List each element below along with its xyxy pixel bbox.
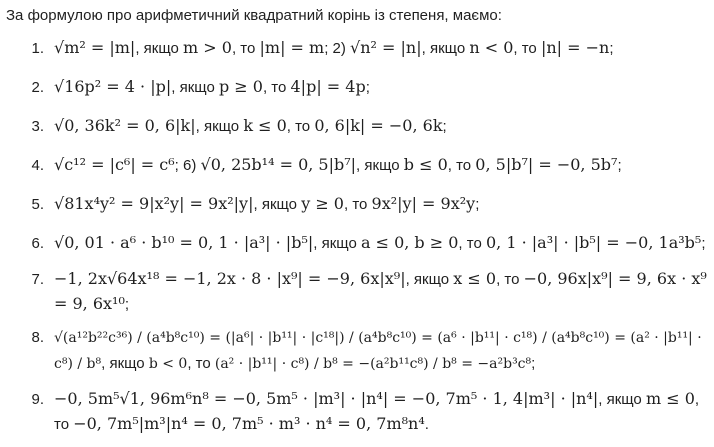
solution-item	[6, 33, 714, 64]
math-expression: 4|p| = 4p	[290, 77, 366, 96]
math-expression: (a² · |b¹¹| · c⁸) / b⁸ = −(a²b¹¹c⁸) / b⁸ = −a²b³c⁸	[214, 356, 532, 372]
item-number: 7.	[31, 271, 44, 288]
math-expression: m > 0	[183, 38, 232, 57]
math-expression: n < 0	[469, 38, 514, 57]
math-expression: √m² = |m|	[54, 38, 136, 57]
math-expression: a ≤ 0, b ≥ 0	[360, 233, 459, 252]
text-fragment: , якщо	[253, 196, 302, 213]
solution-item	[6, 189, 714, 220]
item-body	[54, 111, 714, 142]
math-expression: −0, 5m⁵√1, 96m⁶n⁸ = −0, 5m⁵ · |m³| · |n⁴| = −0, 7m⁵ · 1, 4|m³| · |n⁴|	[54, 389, 599, 408]
solution-item	[6, 111, 714, 142]
text-fragment: ;	[475, 196, 480, 213]
item-number: 8.	[31, 329, 44, 346]
solution-item	[6, 150, 714, 181]
item-body	[54, 189, 714, 220]
item-body	[54, 72, 714, 103]
text-fragment: ;	[365, 79, 370, 96]
item-number: 9.	[31, 391, 44, 408]
text-fragment: , якщо	[171, 79, 219, 96]
item-number: 2.	[31, 79, 44, 96]
text-fragment: ; 6)	[174, 157, 201, 174]
math-expression: y ≥ 0	[301, 194, 344, 213]
text-fragment: , то	[496, 271, 524, 288]
solution-item	[6, 72, 714, 103]
math-expression: √16p² = 4 · |p|	[54, 77, 172, 96]
item-number: 6.	[31, 235, 44, 252]
text-fragment: .	[424, 416, 429, 433]
text-fragment: , то	[54, 391, 700, 433]
solution-item	[6, 325, 714, 377]
text-fragment: , то	[447, 157, 476, 174]
math-expression: −0, 7m⁵|m³|n⁴ = 0, 7m⁵ · m³ · n⁴ = 0, 7m⁸n⁴	[73, 414, 425, 433]
text-fragment: , то	[231, 40, 260, 57]
math-expression: √81x⁴y² = 9|x²y| = 9x²|y|	[54, 194, 254, 213]
item-body	[54, 267, 714, 317]
item-body	[54, 150, 714, 181]
text-fragment: ;	[124, 296, 130, 313]
item-body	[54, 387, 714, 437]
solution-item	[6, 267, 714, 317]
math-expression: √n² = |n|	[350, 38, 422, 57]
item-body	[54, 228, 714, 259]
math-expression: m ≤ 0	[645, 389, 695, 408]
text-fragment: ;	[442, 118, 447, 135]
text-fragment: , то	[343, 196, 372, 213]
text-fragment: ;	[531, 355, 536, 372]
text-fragment: , якщо	[421, 40, 470, 57]
text-fragment: , то	[187, 355, 215, 372]
item-number: 3.	[31, 118, 44, 135]
text-fragment: , то	[458, 235, 486, 252]
solution-list	[6, 33, 714, 437]
math-expression: √0, 25b¹⁴ = 0, 5|b⁷|	[200, 155, 357, 174]
text-fragment: ;	[617, 157, 622, 174]
solution-item	[6, 228, 714, 259]
solution-item	[6, 387, 714, 437]
text-fragment: , якщо	[313, 235, 361, 252]
math-expression: √(a¹²b²²c³⁶) / (a⁴b⁸c¹⁰) = (|a⁶| · |b¹¹| · |c¹⁸|) / (a⁴b⁸c¹⁰) = (a⁶ · |b¹¹| · c¹⁸) / (a⁴b⁸c¹⁰) = (a² · |b¹¹| · c⁸) / b⁸	[54, 330, 707, 372]
math-expression: √c¹² = |c⁶| = c⁶	[54, 155, 175, 174]
text-fragment: , то	[513, 40, 541, 57]
math-expression: |n| = −n	[540, 38, 610, 57]
math-expression: 0, 6|k| = −0, 6k	[314, 116, 443, 135]
text-fragment: , якщо	[101, 355, 149, 372]
math-expression: −0, 96x|x⁹| = 9, 6x · x⁹ = 9, 6x¹⁰	[54, 269, 712, 313]
text-fragment: ;	[701, 235, 706, 252]
math-expression: b ≤ 0	[403, 155, 448, 174]
math-expression: p ≥ 0	[218, 77, 263, 96]
text-fragment: , якщо	[405, 271, 454, 288]
math-expression: b < 0	[148, 356, 188, 372]
text-fragment: , то	[286, 118, 315, 135]
math-expression: 9x²|y| = 9x²y	[371, 194, 476, 213]
text-fragment: , то	[262, 79, 291, 96]
math-expression: √0, 36k² = 0, 6|k|	[54, 116, 196, 135]
item-number: 5.	[31, 196, 44, 213]
item-number: 1.	[31, 40, 44, 57]
math-expression: |m| = m	[259, 38, 325, 57]
item-body	[54, 33, 714, 64]
text-fragment: ;	[609, 40, 614, 57]
math-expression: √0, 01 · a⁶ · b¹⁰ = 0, 1 · |a³| · |b⁵|	[54, 233, 314, 252]
math-expression: −1, 2x√64x¹⁸ = −1, 2x · 8 · |x⁹| = −9, 6x|x⁹|	[54, 269, 406, 288]
math-expression: k ≤ 0	[243, 116, 287, 135]
item-body	[54, 325, 714, 377]
text-fragment: , якщо	[356, 157, 404, 174]
text-fragment: ; 2)	[324, 40, 351, 57]
text-fragment: , якщо	[598, 391, 646, 408]
intro-text: За формулою про арифметичний квадратний корінь із степеня, маємо:	[6, 7, 502, 24]
math-expression: 0, 5|b⁷| = −0, 5b⁷	[475, 155, 618, 174]
text-fragment: , якщо	[135, 40, 184, 57]
math-expression: 0, 1 · |a³| · |b⁵| = −0, 1a³b⁵	[485, 233, 702, 252]
text-fragment: , якщо	[195, 118, 244, 135]
item-number: 4.	[31, 157, 44, 174]
math-expression: x ≤ 0	[453, 269, 497, 288]
